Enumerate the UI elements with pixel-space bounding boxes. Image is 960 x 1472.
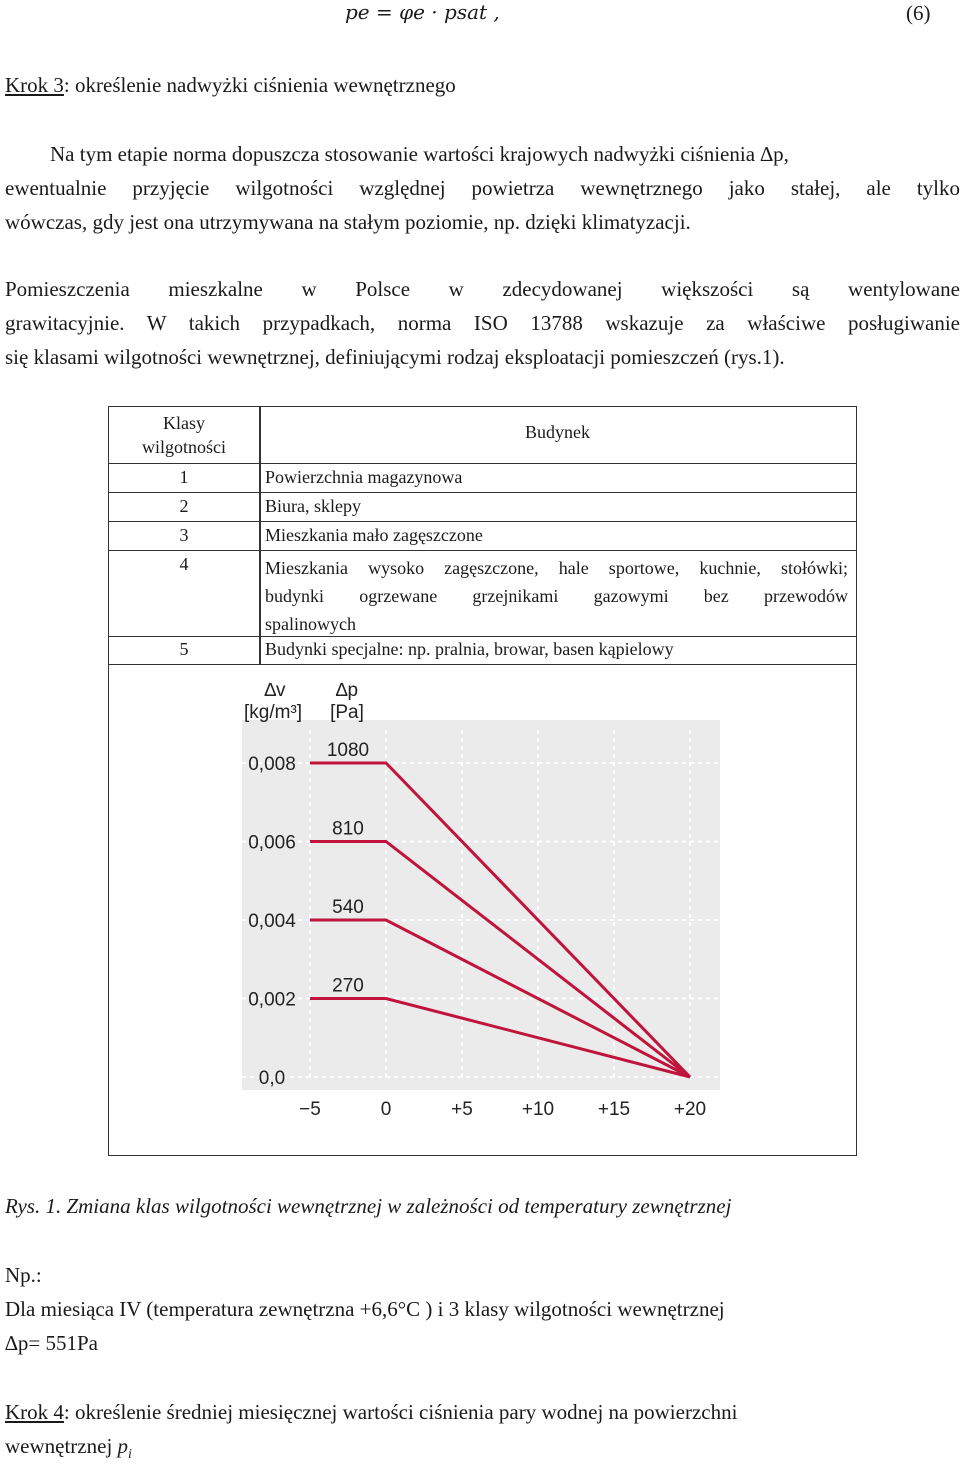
y-tick-label: 0,0 <box>258 1068 286 1089</box>
row-text-line2: budynki ogrzewane grzejnikami gazowymi bez przewodów <box>265 586 848 606</box>
left-axis-label-2: [kg/m³] <box>243 702 303 723</box>
row-text: Powierzchnia magazynowa <box>265 467 463 487</box>
step4-text: : określenie średniej miesięcznej wartości ciśnienia pary wodnej na powierzchni <box>63 1400 738 1424</box>
para1-line2: ewentualnie przyjęcie wilgotności względnej powietrza wewnętrznego jako stałej, ale tylko <box>5 176 960 200</box>
equation-number: (6) <box>906 1 931 25</box>
figure-caption: Rys. 1. Zmiana klas wilgotności wewnętrznej w zależności od temperatury zewnętrznej <box>5 1194 732 1218</box>
y-tick-label: 0,002 <box>248 989 296 1011</box>
x-tick-label: +20 <box>673 1099 707 1120</box>
right-axis-label-1: ∆p <box>335 680 359 701</box>
table-row <box>109 637 856 665</box>
row-text-line3: spalinowych <box>265 614 356 634</box>
x-tick-label: 0 <box>380 1099 392 1120</box>
pressure-label: 810 <box>332 818 364 840</box>
example-line2: ∆p= 551Pa <box>5 1331 98 1355</box>
table-row <box>109 551 856 637</box>
row-text <box>265 554 848 638</box>
table-header-row <box>109 407 856 464</box>
para2-line1: Pomieszczenia mieszkalne w Polsce w zdecydowanej większości są wentylowane <box>5 277 960 301</box>
step4-var-sub: i <box>128 1447 132 1463</box>
row-text-line1: Mieszkania wysoko zagęszczone, hale sportowe, kuchnie, stołówki; <box>265 558 848 578</box>
row-text: Biura, sklepy <box>265 496 361 516</box>
row-text: Mieszkania mało zagęszczone <box>265 525 483 545</box>
y-tick-label: 0,008 <box>248 754 296 775</box>
right-axis-label-2: [Pa] <box>330 702 364 723</box>
step4-line2 <box>5 1429 132 1472</box>
pressure-label: 270 <box>332 975 364 997</box>
humidity-chart <box>130 670 720 1150</box>
x-tick-label: +10 <box>521 1099 555 1120</box>
row-num: 3 <box>179 525 189 545</box>
step3-label: Krok 3 <box>5 73 64 97</box>
para2-line2: grawitacyjnie. W takich przypadkach, norma ISO 13788 wskazuje za właściwe posługiwanie <box>5 311 960 335</box>
table-row <box>109 493 856 522</box>
step4-line2-text: wewnętrznej <box>5 1434 118 1458</box>
row-num: 2 <box>179 496 189 516</box>
step4-var: $p_i$ <box>117 1434 132 1463</box>
header-col1-line1: Klasy <box>163 413 205 433</box>
para1-line3: wówczas, gdy jest ona utrzymywana na stałym poziomie, np. dzięki klimatyzacji. <box>5 210 691 234</box>
example-label: Np.: <box>5 1263 42 1287</box>
y-tick-label: 0,004 <box>248 911 296 932</box>
pressure-label: 540 <box>332 897 364 918</box>
step4-heading <box>5 1395 737 1429</box>
row-text: Budynki specjalne: np. pralnia, browar, basen kąpielowy <box>265 639 674 659</box>
example-line1: Dla miesiąca IV (temperatura zewnętrzna +6,6°C ) i 3 klasy wilgotności wewnętrznej <box>5 1297 725 1321</box>
para1-line1: Na tym etapie norma dopuszcza stosowanie wartości krajowych nadwyżki ciśnienia ∆p, <box>50 142 789 166</box>
x-tick-label: −5 <box>299 1099 321 1120</box>
row-num: 4 <box>179 554 189 574</box>
header-col1-line2: wilgotności <box>142 437 226 457</box>
step4-label: Krok 4 <box>5 1400 64 1424</box>
header-col2: Budynek <box>525 422 590 442</box>
step3-heading <box>5 68 456 102</box>
pressure-label: 1080 <box>326 740 370 761</box>
x-tick-label: +15 <box>597 1099 631 1120</box>
row-num: 5 <box>179 639 189 659</box>
left-axis-label-1: ∆v <box>264 680 286 701</box>
equation: pe = φe · psat , <box>345 0 500 24</box>
x-tick-label: +5 <box>451 1099 473 1120</box>
chart-svg <box>130 670 720 1150</box>
y-tick-label: 0,006 <box>248 832 296 854</box>
table-row <box>109 522 856 551</box>
step3-text: : określenie nadwyżki ciśnienia wewnętrznego <box>63 73 456 97</box>
row-num: 1 <box>179 467 189 487</box>
header-col1 <box>109 411 259 459</box>
table-row <box>109 464 856 493</box>
para2-line3: się klasami wilgotności wewnętrznej, definiującymi rodzaj eksploatacji pomieszczeń (rys.1). <box>5 345 785 369</box>
